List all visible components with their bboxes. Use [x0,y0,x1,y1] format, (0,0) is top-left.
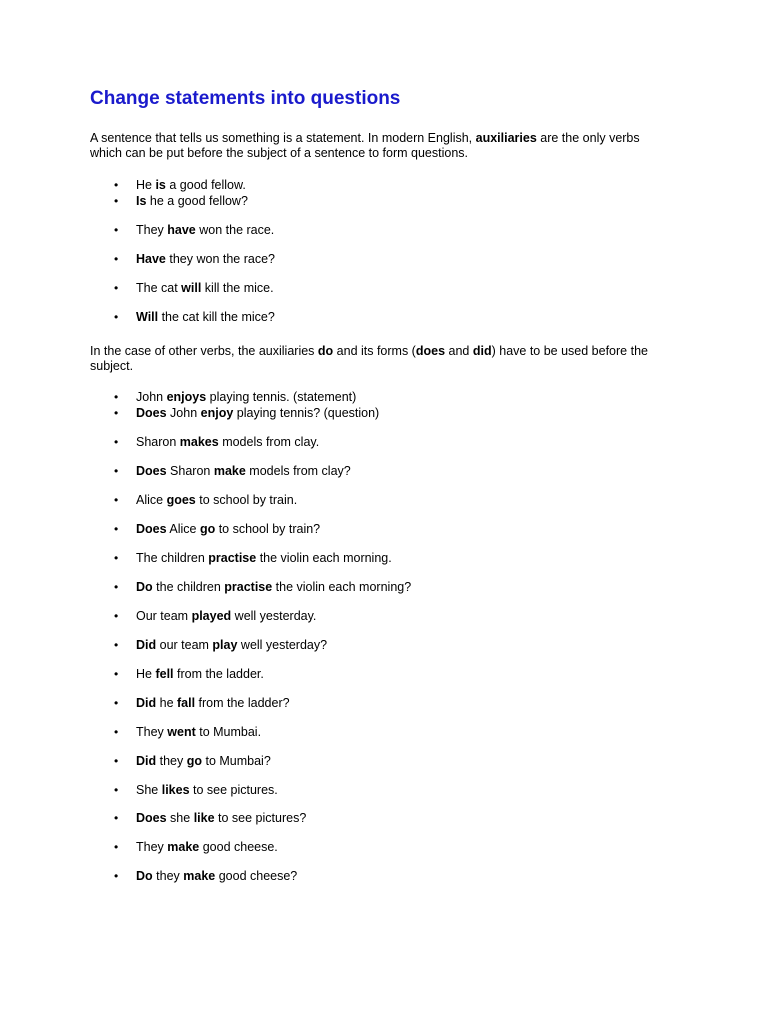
list-item [114,390,356,405]
text-run: They [136,840,168,854]
bold-text: does [415,344,446,358]
list-item [114,435,319,450]
list-item [114,522,320,537]
bold-text: goes [166,493,196,507]
bullet-icon: • [114,869,119,883]
list-item [114,840,278,855]
bullet-icon: • [114,178,119,192]
bullet-icon: • [114,667,119,681]
list-item [114,638,327,653]
text-run: won the race. [195,223,275,237]
text-run: Our team [136,609,192,623]
bold-text: Did [136,696,157,710]
bold-text: went [167,725,196,739]
text-run: good cheese. [199,840,278,854]
list-item [114,194,248,209]
text-run: the children [152,580,225,594]
bold-text: played [191,609,232,623]
list-item [114,551,392,566]
text-run: John [136,390,167,404]
text-run: He [136,178,156,192]
text-run: to Mumbai. [195,725,262,739]
text-run: and [445,344,473,358]
list-item [114,609,316,624]
bullet-icon: • [114,281,119,295]
bold-text: did [472,344,492,358]
bold-text: will [181,281,202,295]
text-run: well yesterday. [231,609,317,623]
text-run: from the ladder? [195,696,290,710]
bold-text: Have [136,252,166,266]
text-run: she [166,811,194,825]
bold-text: Did [136,754,157,768]
text-run: In the case of other verbs, the auxiliaries [90,344,318,358]
other-verbs-paragraph [90,344,670,374]
bold-text: practise [224,580,273,594]
bullet-icon: • [114,464,119,478]
bold-text: Does [136,522,167,536]
bullet-icon: • [114,725,119,739]
bullet-icon: • [114,580,119,594]
bold-text: Do [136,580,153,594]
bullet-icon: • [114,493,119,507]
text-run: ) have to be used before the subject. [90,344,648,373]
bullet-icon: • [114,754,119,768]
list-item [114,223,274,238]
bold-text: Does [136,811,167,825]
list-item [114,252,275,267]
text-run: John [166,406,201,420]
bold-text: enjoys [166,390,207,404]
bold-text: is [155,178,166,192]
list-item [114,406,379,421]
list-item [114,696,290,711]
bold-text: Does [136,464,167,478]
bold-text: enjoy [200,406,234,420]
bold-text: auxiliaries [475,131,537,145]
bold-text: likes [161,783,190,797]
text-run: Sharon [136,435,180,449]
list-item [114,281,274,296]
list-item [114,725,261,740]
list-item [114,811,306,826]
bold-text: practise [208,551,257,565]
text-run: are the only verbs which can be put before the subject of a sentence to form questions. [90,131,640,160]
text-run: they [152,869,184,883]
bold-text: like [193,811,215,825]
text-run: kill the mice. [201,281,274,295]
text-run: well yesterday? [237,638,328,652]
text-run: and its forms ( [333,344,416,358]
bullet-icon: • [114,310,119,324]
list-item [114,464,351,479]
bold-text: Did [136,638,157,652]
text-run: Sharon [166,464,214,478]
bold-text: go [186,754,202,768]
bullet-icon: • [114,406,119,420]
bold-text: Does [136,406,167,420]
bullet-icon: • [114,435,119,449]
text-run: they [156,754,187,768]
text-run: the violin each morning? [272,580,412,594]
text-run: he a good fellow? [146,194,248,208]
list-item [114,869,297,884]
text-run: They [136,223,168,237]
list-item [114,310,275,325]
bullet-icon: • [114,551,119,565]
text-run: the cat kill the mice? [158,310,275,324]
bullet-icon: • [114,194,119,208]
text-run: they won the race? [165,252,275,266]
bullet-icon: • [114,609,119,623]
bold-text: Is [136,194,147,208]
text-run: They [136,725,168,739]
text-run: models from clay. [218,435,320,449]
text-run: from the ladder. [173,667,264,681]
bullet-icon: • [114,840,119,854]
bullet-icon: • [114,252,119,266]
bullet-icon: • [114,390,119,404]
text-run: our team [156,638,213,652]
text-run: good cheese? [215,869,298,883]
bold-text: make [167,840,200,854]
text-run: playing tennis. (statement) [206,390,357,404]
list-item [114,783,278,798]
text-run: models from clay? [245,464,351,478]
text-run: he [156,696,177,710]
list-item [114,667,264,682]
bullet-icon: • [114,638,119,652]
list-item [114,754,271,769]
bullet-icon: • [114,522,119,536]
text-run: to school by train. [195,493,298,507]
text-run: the violin each morning. [256,551,392,565]
list-item [114,178,246,193]
bullet-icon: • [114,783,119,797]
bullet-icon: • [114,696,119,710]
text-run: to see pictures? [214,811,307,825]
bold-text: make [213,464,246,478]
bold-text: fell [155,667,174,681]
text-run: playing tennis? (question) [233,406,380,420]
list-item [114,580,411,595]
text-run: to see pictures. [189,783,278,797]
bold-text: go [199,522,216,536]
text-run: The cat [136,281,182,295]
bullet-icon: • [114,811,119,825]
bullet-icon: • [114,223,119,237]
text-run: to school by train? [215,522,321,536]
bold-text: Will [136,310,159,324]
intro-paragraph [90,131,670,161]
text-run: A sentence that tells us something is a statement. In modern English, [90,131,476,145]
bold-text: do [317,344,334,358]
text-run: The children [136,551,209,565]
text-run: He [136,667,156,681]
bold-text: have [167,223,196,237]
bold-text: makes [179,435,219,449]
bold-text: fall [177,696,196,710]
text-run: Alice [136,493,167,507]
page-title: Change statements into questions [90,88,401,109]
bold-text: make [183,869,216,883]
bold-text: play [212,638,238,652]
text-run: She [136,783,162,797]
text-run: Alice [166,522,200,536]
list-item [114,493,297,508]
bold-text: Do [136,869,153,883]
text-run: to Mumbai? [202,754,271,768]
text-run: a good fellow. [165,178,246,192]
